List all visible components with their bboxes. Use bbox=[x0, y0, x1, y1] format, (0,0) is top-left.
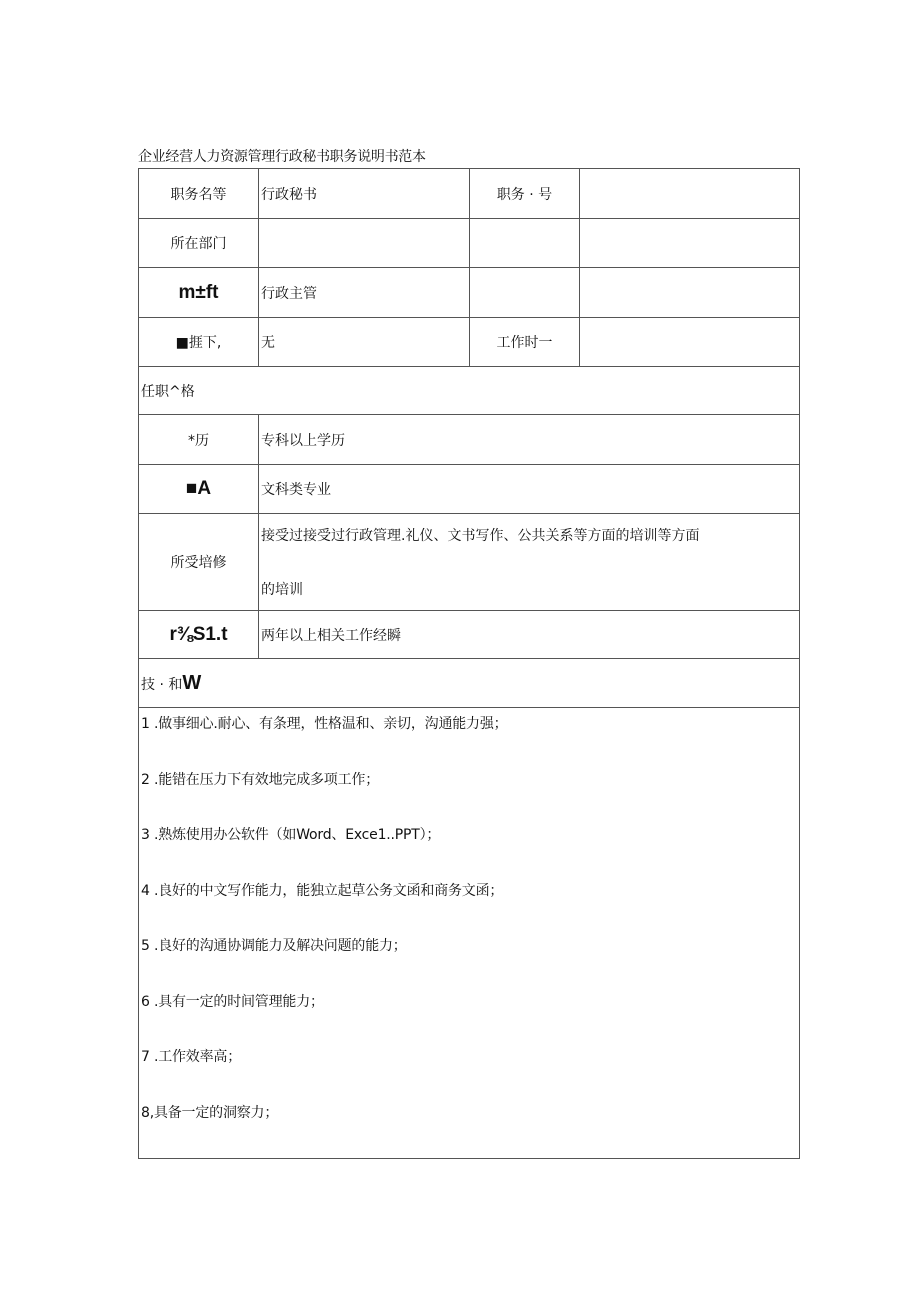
row-skills-list bbox=[139, 708, 800, 1159]
subordinate-label: ■捱下, bbox=[139, 318, 259, 367]
skill-item-6: 6 .具有一定的时间管理能力； bbox=[141, 993, 324, 1010]
row-subordinate bbox=[139, 318, 800, 367]
department-value bbox=[259, 219, 470, 268]
skill-item-5: 5 .良好的沟通协调能力及解决问题的能力； bbox=[141, 938, 407, 954]
row-qualifications-header bbox=[139, 367, 800, 415]
training-value-line2: 的培训 bbox=[261, 582, 303, 598]
major-label: ■A bbox=[139, 465, 259, 514]
empty-cell bbox=[470, 268, 580, 318]
skills-section-title bbox=[139, 659, 800, 708]
skill-item-7: 7 .工作效率高； bbox=[141, 1049, 242, 1065]
row-supervisor bbox=[139, 268, 800, 318]
row-job-name bbox=[139, 169, 800, 219]
document-title: 企业经营人力资源管理行政秘书职务说明书范本 bbox=[138, 149, 426, 165]
skill-item-8: 8,具备一定的洞察力； bbox=[141, 1104, 279, 1121]
training-value bbox=[259, 514, 800, 611]
training-value-line1: 接受过接受过行政管理.礼仪、文书写作、公共关系等方面的培训等方面 bbox=[261, 528, 700, 544]
row-skills-header bbox=[139, 659, 800, 708]
experience-label: r⅜S1.t bbox=[139, 611, 259, 659]
supervisor-label: m±ft bbox=[139, 268, 259, 318]
experience-value: 两年以上相关工作经瞬 bbox=[259, 611, 800, 659]
department-label: 所在部门 bbox=[139, 219, 259, 268]
empty-cell bbox=[580, 219, 800, 268]
skill-item-1: 1 .做事细心.耐心、有条理，性格温和、亲切，沟通能力强； bbox=[141, 716, 508, 732]
empty-cell bbox=[470, 219, 580, 268]
education-label: *历 bbox=[139, 415, 259, 465]
job-number-label: 职务 · 号 bbox=[470, 169, 580, 219]
job-name-label: 职务名等 bbox=[139, 169, 259, 219]
job-number-value bbox=[580, 169, 800, 219]
empty-cell bbox=[580, 268, 800, 318]
skill-item-2: 2 .能错在压力下有效地完成多项工作； bbox=[141, 771, 380, 788]
skills-list bbox=[139, 708, 800, 1159]
job-description-table bbox=[138, 168, 800, 1159]
skills-title-prefix: 技 · 和 bbox=[141, 676, 183, 693]
subordinate-value: 无 bbox=[259, 318, 470, 367]
education-value: 专科以上学历 bbox=[259, 415, 800, 465]
row-experience bbox=[139, 611, 800, 659]
training-label: 所受培修 bbox=[139, 514, 259, 611]
skill-item-4: 4 .良好的中文写作能力，能独立起草公务文函和商务文函； bbox=[141, 882, 504, 899]
row-education bbox=[139, 415, 800, 465]
supervisor-value: 行政主管 bbox=[259, 268, 470, 318]
major-value: 文科类专业 bbox=[259, 465, 800, 514]
row-department bbox=[139, 219, 800, 268]
qualifications-section-title: 任职^格 bbox=[139, 367, 800, 415]
row-major bbox=[139, 465, 800, 514]
work-time-value bbox=[580, 318, 800, 367]
job-name-value: 行政秘书 bbox=[259, 169, 470, 219]
work-time-label: 工作时一 bbox=[470, 318, 580, 367]
row-training bbox=[139, 514, 800, 611]
skills-title-suffix: W bbox=[182, 671, 202, 694]
skill-item-3: 3 .熟炼使用办公软件（如Word、Exce1..PPT）； bbox=[141, 827, 441, 843]
